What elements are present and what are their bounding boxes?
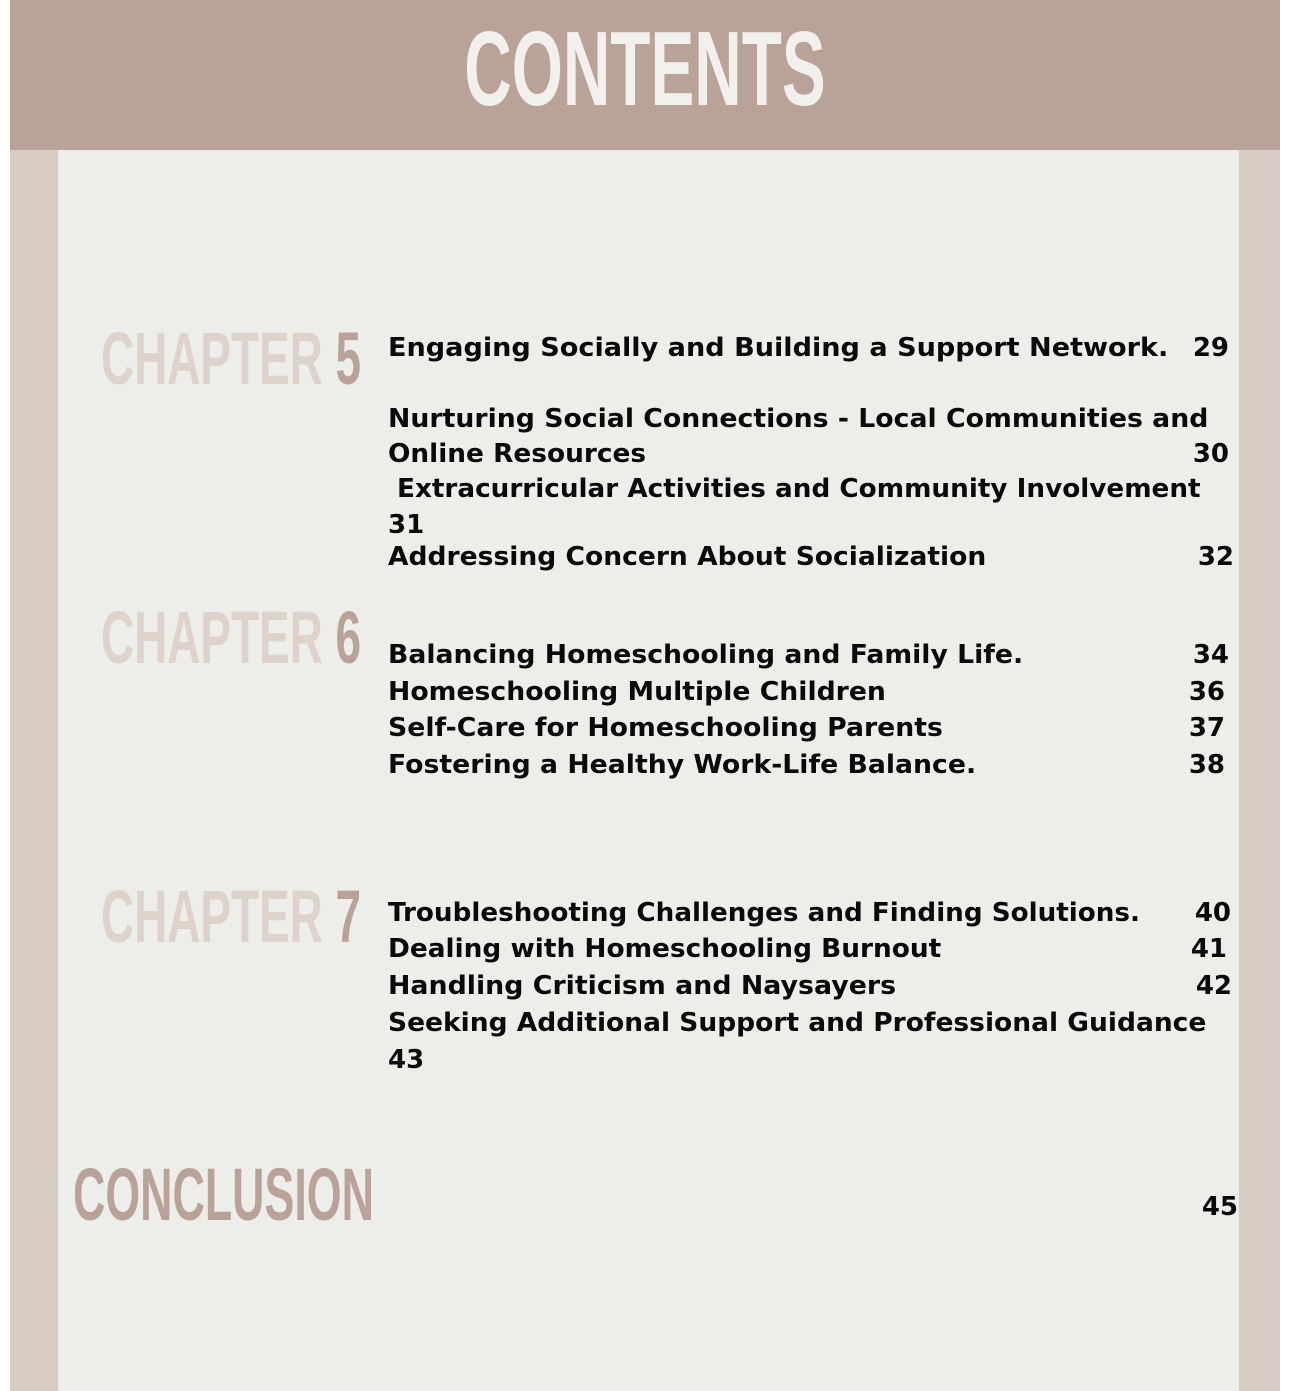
page-number: 32 xyxy=(1197,542,1234,572)
chapter-6-heading xyxy=(101,596,362,679)
header-band xyxy=(10,0,1280,150)
conclusion-heading: CONCLUSION xyxy=(73,1153,374,1236)
chapter-7-heading xyxy=(101,875,362,958)
toc-entry[interactable]: Dealing with Homeschooling Burnout xyxy=(388,934,942,964)
chapter-word: CHAPTER xyxy=(101,875,323,958)
page-number: 29 xyxy=(1192,333,1229,363)
toc-entry[interactable]: Seeking Additional Support and Professional Guidance xyxy=(388,1008,1207,1038)
toc-entry[interactable]: Fostering a Healthy Work-Life Balance. xyxy=(388,750,977,780)
chapter-5-heading xyxy=(101,317,362,400)
toc-entry[interactable]: Online Resources xyxy=(388,439,647,469)
toc-entry[interactable]: Handling Criticism and Naysayers xyxy=(388,971,897,1001)
page-number: 40 xyxy=(1194,898,1231,928)
chapter-number: 6 xyxy=(335,596,362,679)
page-number: 36 xyxy=(1188,677,1225,707)
toc-entry[interactable]: Nurturing Social Connections - Local Communities and xyxy=(388,404,1209,434)
page-number: 38 xyxy=(1188,750,1225,780)
chapter-number: 5 xyxy=(335,317,362,400)
page-number: 45 xyxy=(1201,1192,1238,1222)
chapter-word: CHAPTER xyxy=(101,317,323,400)
toc-entry[interactable]: Troubleshooting Challenges and Finding Solutions. xyxy=(388,898,1140,928)
toc-entry[interactable]: Self-Care for Homeschooling Parents xyxy=(388,713,943,743)
page-number: 41 xyxy=(1190,934,1227,964)
page-number: 37 xyxy=(1188,713,1225,743)
page-number: 30 xyxy=(1192,439,1229,469)
toc-entry[interactable]: Homeschooling Multiple Children xyxy=(388,677,886,707)
chapter-word: CHAPTER xyxy=(101,596,323,679)
page-number: 42 xyxy=(1195,971,1232,1001)
toc-entry[interactable]: Balancing Homeschooling and Family Life. xyxy=(388,640,1024,670)
toc-entry[interactable]: 31 xyxy=(388,510,425,540)
chapter-number: 7 xyxy=(335,875,362,958)
toc-entry[interactable]: 43 xyxy=(388,1045,425,1075)
toc-entry[interactable]: Addressing Concern About Socialization xyxy=(388,542,987,572)
toc-entry[interactable]: Extracurricular Activities and Community Involvement xyxy=(397,474,1201,504)
page-title: CONTENTS xyxy=(464,10,826,128)
toc-entry[interactable]: Engaging Socially and Building a Support Network. xyxy=(388,333,1169,363)
page-number: 34 xyxy=(1192,640,1229,670)
